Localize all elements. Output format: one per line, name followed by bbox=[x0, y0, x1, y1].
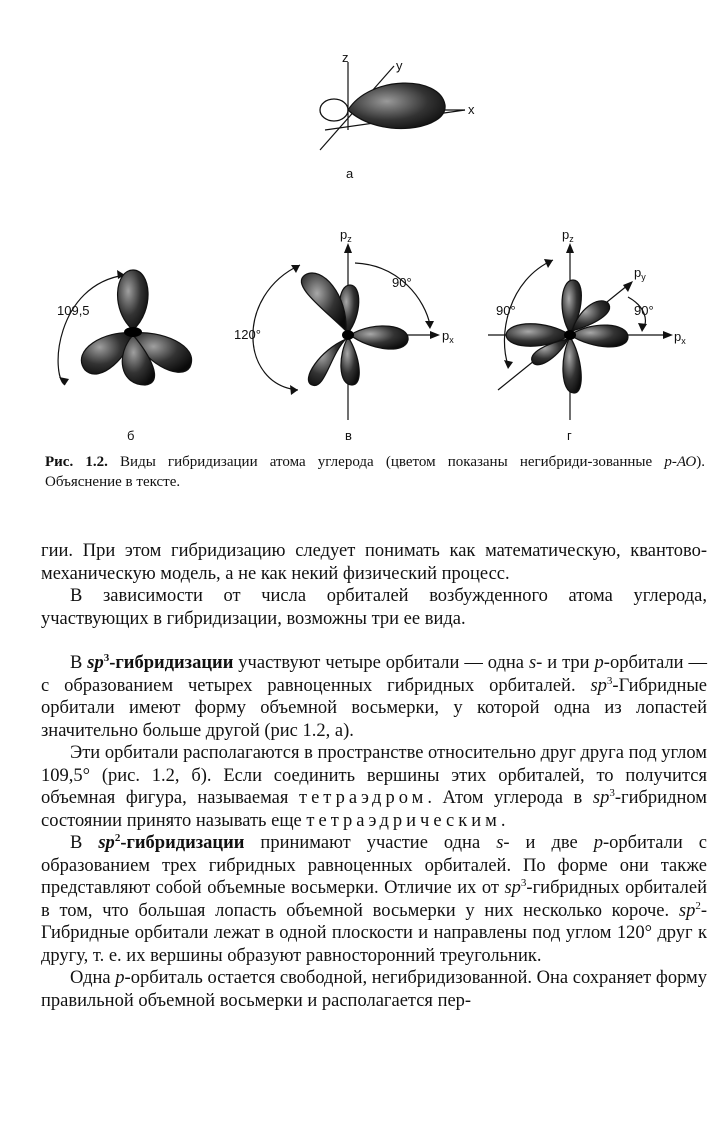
top-lobe bbox=[118, 270, 148, 330]
py-label: $p_y$ bbox=[634, 265, 646, 282]
angle-90-right-label: 90° bbox=[634, 303, 654, 318]
pz-label: $p_z$ bbox=[562, 227, 574, 244]
paragraph-3: В $sp^3$-гибридизации участвуют четыре орбитали — одна s- и три p-орбитали — с образованием четырех равноценных гибридных орбиталей. $sp^3$-Гибридные орбитали имеют форму объемной восьмерки, у которой одна из лопастей значительно больше другой (рис 1.2, а). bbox=[41, 651, 708, 741]
angle-arc-90 bbox=[355, 263, 430, 325]
caption-text-italic: p-АО bbox=[664, 454, 697, 470]
paragraph-2: В зависимости от числа орбиталей возбужденного атома углерода, участвующих в гибридизации, возможны три ее вида. bbox=[41, 586, 707, 629]
figure-panel-d bbox=[478, 225, 718, 445]
figure-caption bbox=[45, 452, 705, 492]
figure-panel-a bbox=[290, 50, 480, 185]
paragraph-5: В $sp^2$-гибридизации принимают участие одна s- и две p-орбитали с образованием трех гибридных равноценных орбиталей. По форме они также представляют собой объемные восьмерки. Отличие их от $sp^3$-гибридных орбиталей в том, что большая лопасть объемной восьмерки у них несколько короче. $sp^2$-Гибридные орбитали лежат в одной плоскости и направлены под углом 120° друг к другу, т. е. их вершины образуют равносторонний треугольник. bbox=[41, 831, 707, 966]
sp2-lobe-right bbox=[350, 326, 408, 349]
paragraph-4: Эти орбитали располагаются в пространстве относительно друг друга под углом 109,5° (рис. 1.2, б). Если соединить вершины этих орбиталей, то получится объемная фигура, называемая тетраэдром. Атом углерода в $sp^3$-гибридном состоянии принято называть еще тетраэдрическим. bbox=[41, 743, 707, 831]
angle-120-label: 120° bbox=[234, 327, 261, 342]
px-label: $p_x$ bbox=[674, 329, 686, 346]
figure-panel-b bbox=[45, 255, 215, 445]
caption-text-1: Виды гибридизации атома углерода (цветом показаны негибриди-зованные bbox=[120, 454, 665, 470]
z-axis-label: z bbox=[342, 50, 349, 65]
small-lobe bbox=[320, 99, 348, 121]
angle-90-label: 90° bbox=[392, 275, 412, 290]
body-text bbox=[41, 540, 707, 1012]
panel-label-d: г bbox=[567, 428, 572, 443]
caption-number: Рис. 1.2. bbox=[45, 454, 108, 470]
paragraph-1: гии. При этом гибридизацию следует понимать как математическую, квантово-механическую модель, а не как некий физический процесс. bbox=[41, 541, 707, 584]
figure-panel-c bbox=[230, 225, 470, 445]
y-axis-label: y bbox=[396, 58, 403, 73]
paragraph-6: Одна p-орбиталь остается свободной, негибридизованной. Она сохраняет форму правильной объемной восьмерки и располагается пер- bbox=[41, 968, 708, 1011]
pz-label: $p_z$ bbox=[340, 227, 352, 244]
panel-label-a: а bbox=[346, 166, 354, 181]
x-axis-label: x bbox=[468, 102, 475, 117]
panel-label-c: в bbox=[345, 428, 352, 443]
angle-90-left-label: 90° bbox=[496, 303, 516, 318]
angle-label: 109,5 bbox=[57, 303, 90, 318]
panel-label-b: б bbox=[127, 428, 135, 443]
caption-text-2: ). Объяснение в тексте. bbox=[45, 454, 705, 490]
large-lobe bbox=[348, 83, 445, 128]
px-label: $p_x$ bbox=[442, 328, 454, 345]
sp2-lobe-upper bbox=[301, 273, 346, 331]
